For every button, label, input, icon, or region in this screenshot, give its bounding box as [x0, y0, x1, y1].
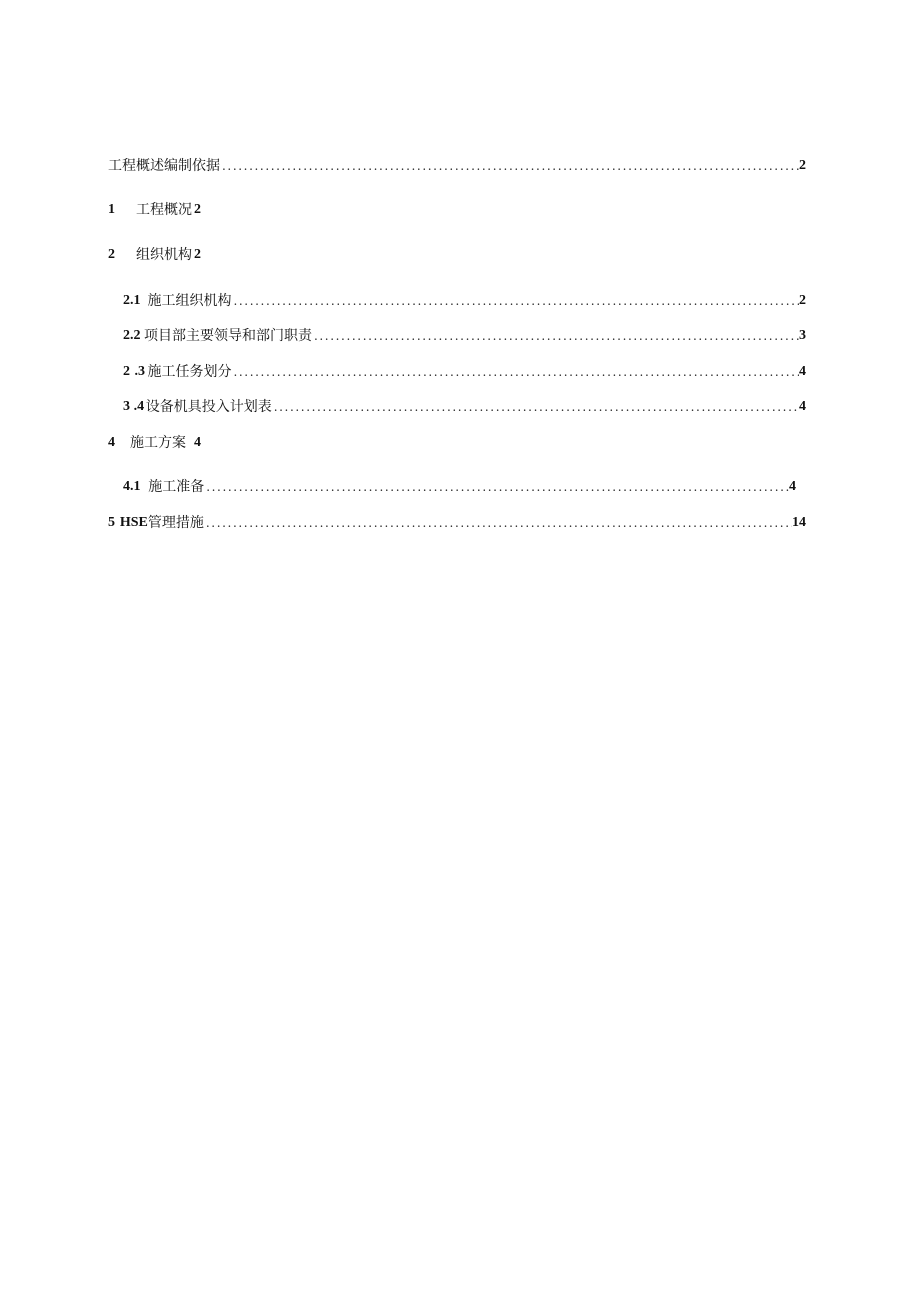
toc-entry-title: 管理措施 [147, 515, 204, 531]
toc-entry-page-number: 14 [792, 515, 806, 530]
toc-entry-page-number: 4 [798, 399, 806, 414]
toc-entry-page-number: 2 [194, 202, 201, 217]
toc-dot-leader [231, 290, 799, 312]
toc-entry-equipment-plan[interactable] [123, 396, 806, 418]
toc-entry-title: 工程概述编制依据 [108, 158, 220, 174]
toc-entry-project-overview[interactable] [108, 199, 201, 221]
toc-entry-construction-organization[interactable] [123, 290, 806, 312]
toc-entry-title: 组织机构 [136, 247, 192, 263]
toc-dot-leader [231, 361, 799, 383]
toc-entry-organization[interactable] [108, 244, 201, 266]
toc-entry-page-number: 4 [194, 435, 201, 450]
toc-entry-title: 施工准备 [148, 479, 205, 495]
toc-entry-number: 2.2 [123, 328, 141, 343]
toc-entry-number-major: 3 [123, 399, 130, 414]
toc-entry-number: 4 [108, 435, 115, 450]
toc-entry-number-minor: .3 [134, 364, 145, 379]
toc-dot-leader [220, 155, 799, 177]
toc-entry-number: 2 [108, 247, 115, 262]
toc-entry-page-number: 2 [799, 293, 806, 308]
toc-entry-hse-measures[interactable] [108, 512, 806, 534]
toc-dot-leader [312, 325, 799, 347]
toc-dot-leader [204, 476, 789, 498]
toc-entry-construction-plan[interactable] [108, 432, 201, 454]
toc-entry-title: 施工组织机构 [147, 293, 232, 309]
toc-dot-leader [204, 512, 792, 534]
toc-entry-title: 施工任务划分 [147, 364, 232, 380]
toc-entry-page-number: 2 [799, 158, 806, 173]
toc-entry-task-division[interactable] [123, 361, 806, 383]
toc-entry-title: 工程概况 [136, 202, 192, 218]
toc-entry-construction-preparation[interactable] [123, 476, 796, 498]
toc-entry-leadership-duties[interactable] [123, 325, 806, 347]
toc-entry-title: 项目部主要领导和部门职责 [143, 328, 312, 344]
toc-entry-page-number: 3 [799, 328, 806, 343]
toc-entry-overview-basis[interactable] [108, 155, 806, 177]
toc-entry-title: 设备机具投入计划表 [145, 399, 272, 415]
toc-entry-number: 2.1 [123, 293, 141, 308]
toc-entry-page-number: 4 [789, 479, 796, 494]
toc-entry-number-major: 2 [123, 364, 130, 379]
toc-entry-page-number: 4 [799, 364, 807, 379]
toc-entry-number: 5 [108, 515, 115, 530]
toc-entry-title: 施工方案 [130, 435, 186, 451]
toc-dot-leader [272, 396, 799, 418]
toc-entry-number: 1 [108, 202, 115, 217]
toc-entry-number-minor: .4 [133, 399, 145, 414]
toc-entry-title-abbrev: HSE [119, 515, 148, 530]
toc-entry-page-number: 2 [194, 247, 201, 262]
toc-entry-number: 4.1 [123, 479, 141, 494]
